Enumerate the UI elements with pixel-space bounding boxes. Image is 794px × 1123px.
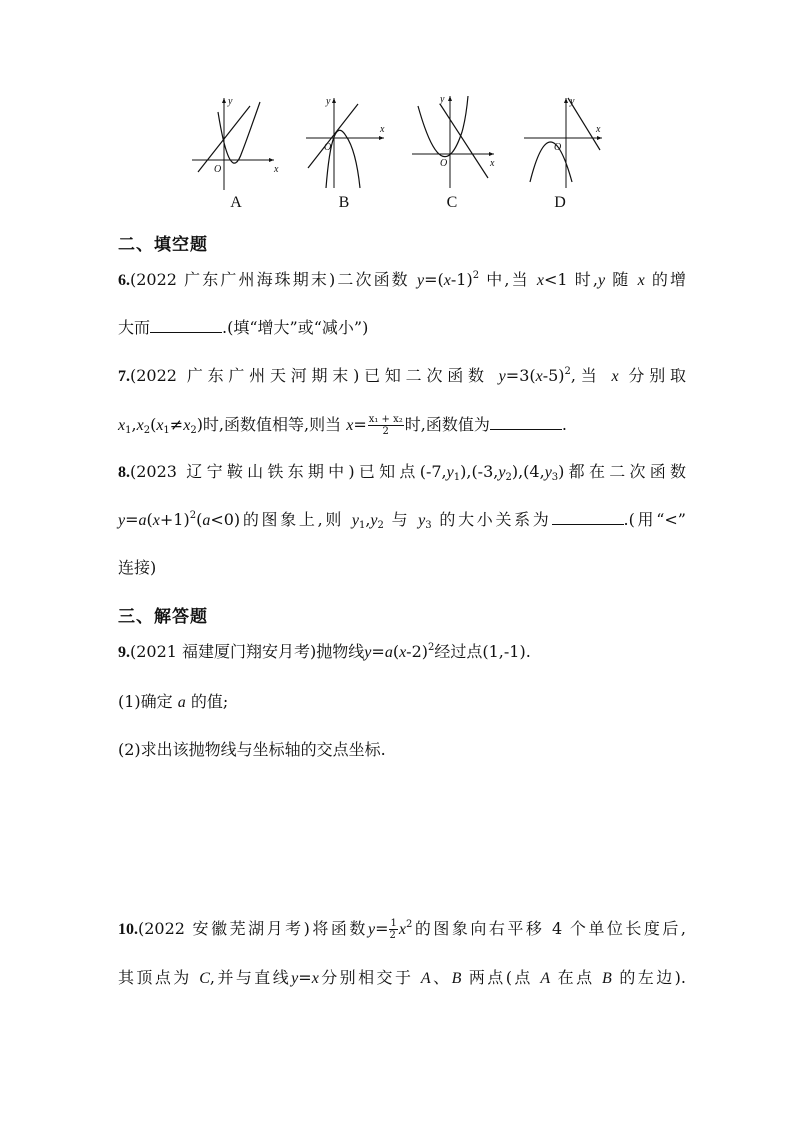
q10-text: ,并与直线 [209, 968, 292, 987]
x-label: x [380, 124, 385, 135]
caption-b: B [338, 194, 350, 211]
graph-d [512, 92, 608, 217]
answer-blank[interactable] [150, 318, 222, 333]
q10-text: 的左边). [611, 968, 686, 987]
origin-label: O [324, 142, 332, 153]
fraction-denominator: 2 [389, 930, 396, 941]
fraction-numerator: 1 [390, 918, 397, 929]
section-title-fill-in: 二、填空题 [118, 235, 208, 255]
graph-a [188, 92, 284, 217]
y-label: y [440, 94, 445, 105]
q10-text: 、 [430, 968, 452, 987]
q10-text: 分别相交于 [318, 968, 421, 987]
q8-line2: $y=a(x+1)^2(a<0)$的图象上,则 $y_1,y_2$ 与 $y_3$ 的大小关系为 .(用“<” [118, 510, 686, 531]
q10-text: 在点 [550, 968, 603, 987]
q7-text: 时,函数值为 [404, 415, 490, 434]
q8-line3: 连接) [118, 558, 157, 577]
q7-text: ,当 [570, 366, 612, 385]
q10-text: 两点(点 [461, 968, 541, 987]
y-arrow-icon [564, 98, 568, 103]
q8-line1: 8.(2023 辽宁鞍山铁东期中)已知点$(-7,y_1),(-3,y_2),(4,y_3)$都在二次函数 [118, 462, 686, 483]
q8-number: 8. [118, 464, 130, 481]
q6-text: 随 [605, 270, 638, 289]
answer-blank[interactable] [552, 510, 624, 525]
q6-line2 [118, 318, 686, 338]
fraction-denominator: 2 [382, 426, 389, 437]
q8-text: (2023 辽宁鞍山铁东期中)已知点(-7, [130, 462, 447, 481]
origin-label: O [214, 164, 222, 175]
y-label: y [326, 96, 331, 107]
x-label: x [490, 158, 495, 169]
q6-text: 大而 [118, 318, 151, 337]
parabola-curve [418, 96, 468, 157]
q9-text: 经过点(1,-1). [434, 642, 531, 661]
q10-number: 10. [118, 921, 138, 938]
q9-part2: (2)求出该抛物线与坐标轴的交点坐标. [118, 740, 386, 759]
q7-text: (2022 广东广州天河期末)已知二次函数 [130, 366, 499, 385]
q6-line1: 6.(2022 广东广州海珠期末)二次函数 $y=(x-1)^2$ 中,当 x<1 时,y 随 x 的增 [118, 270, 686, 289]
q7-text: . [561, 415, 567, 434]
x-arrow-icon [379, 136, 384, 140]
q8-text: ),(-3, [460, 462, 499, 481]
q10-text: 其顶点为 [118, 968, 200, 987]
option-graphs [188, 92, 608, 217]
graph-b-plot [296, 92, 392, 192]
q8-text: 与 [383, 510, 419, 529]
q6-text: .(填“增大”或“减小”) [222, 318, 369, 337]
x-label: x [596, 124, 601, 135]
q6-text: 中,当 [486, 270, 537, 289]
x-arrow-icon [597, 136, 602, 140]
graph-c [404, 92, 500, 217]
x-arrow-icon [489, 152, 494, 156]
q7-text: )时,函数值相等,则当 [196, 415, 347, 434]
y-arrow-icon [448, 96, 452, 101]
line-graph [308, 104, 358, 168]
x-arrow-icon [269, 158, 274, 162]
y-label: y [228, 96, 233, 107]
q9-text: (1)确定 [118, 692, 178, 711]
q8-text: .(用“<” [623, 510, 686, 529]
graph-d-plot [512, 92, 608, 192]
q8-text: 的大小关系为 [431, 510, 552, 529]
origin-label: O [440, 158, 448, 169]
graph-b [296, 92, 392, 217]
q10-line1: 10.(2022 安徽芜湖月考)将函数y= $\frac{1}{2}$ $x^2$的图象向右平移 4 个单位长度后, [118, 918, 686, 941]
q6-text: <1 时, [543, 270, 598, 289]
q9-line1: 9.(2021 福建厦门翔安月考)抛物线$y=a(x-2)^2$经过点(1,-1). [118, 642, 531, 661]
fraction [389, 918, 397, 941]
q7-line2: $x_1,x_2(x_1\ne x_2)$时,函数值相等,则当 x= $\frac{\text{x₁ + x₂}}{2}$ 时,函数值为 . [118, 414, 567, 437]
section-title-solutions: 三、解答题 [118, 607, 208, 627]
q10-text: (2022 安徽芜湖月考)将函数 [138, 919, 368, 938]
q6-text: 的增 [644, 270, 686, 289]
fraction [368, 414, 404, 437]
caption-a: A [230, 194, 242, 211]
y-arrow-icon [222, 98, 226, 103]
fraction-numerator: x₁ + x₂ [368, 414, 403, 425]
q10-line2: 其顶点为 C,并与直线y=x分别相交于 A、B 两点(点 A 在点 B 的左边). [118, 968, 686, 987]
q9-text: (2021 福建厦门翔安月考)抛物线 [130, 642, 365, 661]
graph-a-plot [188, 92, 284, 192]
q8-text: ),(4, [511, 462, 545, 481]
caption-c: C [446, 194, 458, 211]
caption-d: D [554, 194, 566, 211]
q10-text: 的图象向右平移 4 个单位长度后, [412, 919, 686, 938]
y-label: y [570, 96, 575, 107]
q6-number: 6. [118, 272, 130, 289]
q9-part1: (1)确定 a 的值; [118, 692, 229, 711]
q8-text: )都在二次函数 [558, 462, 686, 481]
q9-text: 的值; [185, 692, 229, 711]
q8-text: <0)的图象上,则 [210, 510, 352, 529]
y-arrow-icon [332, 98, 336, 103]
q7-number: 7. [118, 368, 130, 385]
q9-number: 9. [118, 644, 130, 661]
q8-text: ( [196, 510, 203, 529]
x-label: x [274, 164, 279, 175]
answer-blank[interactable] [490, 415, 562, 430]
graph-c-plot [404, 92, 500, 192]
origin-label: O [554, 142, 562, 153]
q6-text: (2022 广东广州海珠期末)二次函数 [130, 270, 417, 289]
q7-text: 分别取 [618, 366, 686, 385]
q7-line1: 7.(2022 广东广州天河期末)已知二次函数 $y=3(x-5)^2$,当 x 分别取 [118, 366, 686, 385]
